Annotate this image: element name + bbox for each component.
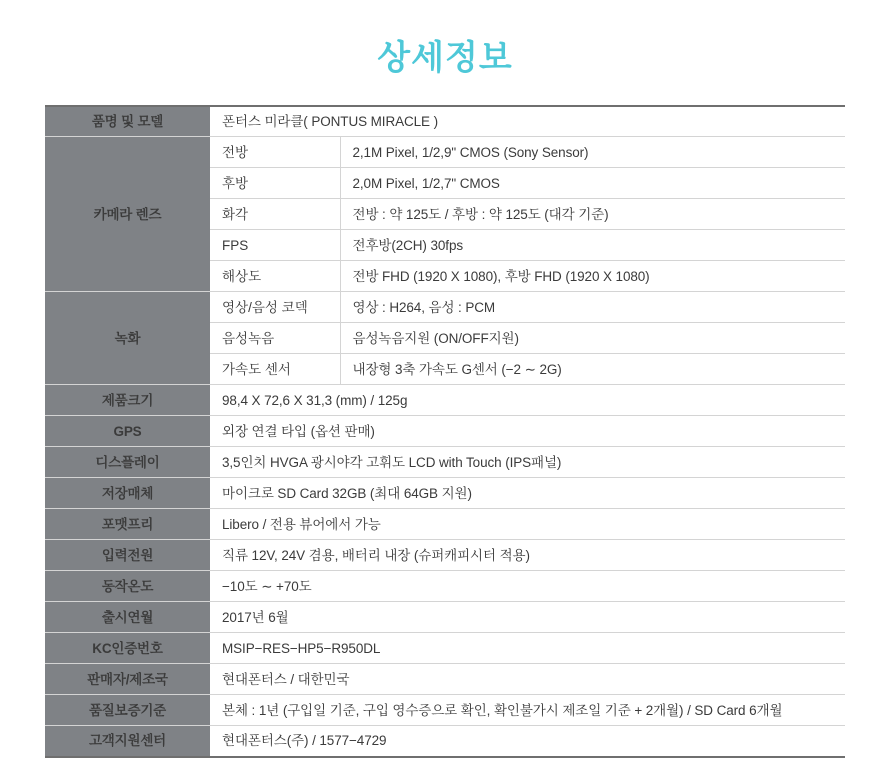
row-label: GPS — [45, 416, 210, 447]
table-row — [45, 633, 845, 664]
row-sublabel: 음성녹음 — [210, 323, 340, 354]
table-row — [45, 416, 845, 447]
row-value: 3,5인치 HVGA 광시야각 고휘도 LCD with Touch (IPS패널) — [210, 447, 845, 478]
table-row — [45, 478, 845, 509]
row-label: 카메라 렌즈 — [45, 137, 210, 292]
row-value: 현대폰터스 / 대한민국 — [210, 664, 845, 695]
row-value: 직류 12V, 24V 겸용, 배터리 내장 (슈퍼캐피시터 적용) — [210, 540, 845, 571]
row-label: 동작온도 — [45, 571, 210, 602]
row-value: 전방 FHD (1920 X 1080), 후방 FHD (1920 X 1080) — [340, 261, 845, 292]
row-value: 전후방(2CH) 30fps — [340, 230, 845, 261]
row-value: 2,1M Pixel, 1/2,9" CMOS (Sony Sensor) — [340, 137, 845, 168]
row-value: 2,0M Pixel, 1/2,7" CMOS — [340, 168, 845, 199]
row-sublabel: FPS — [210, 230, 340, 261]
row-label: 포맷프리 — [45, 509, 210, 540]
row-value: 마이크로 SD Card 32GB (최대 64GB 지원) — [210, 478, 845, 509]
row-label: 녹화 — [45, 292, 210, 385]
row-label: 입력전원 — [45, 540, 210, 571]
table-row — [45, 509, 845, 540]
row-value: Libero / 전용 뷰어에서 가능 — [210, 509, 845, 540]
row-label: 품명 및 모델 — [45, 106, 210, 137]
row-label: 고객지원센터 — [45, 726, 210, 757]
table-row — [45, 137, 845, 168]
spec-table-container — [0, 79, 890, 758]
row-value: MSIP−RES−HP5−R950DL — [210, 633, 845, 664]
table-row — [45, 447, 845, 478]
row-value: 내장형 3축 가속도 G센서 (−2 ∼ 2G) — [340, 354, 845, 385]
row-value: −10도 ∼ +70도 — [210, 571, 845, 602]
row-sublabel: 가속도 센서 — [210, 354, 340, 385]
table-row — [45, 292, 845, 323]
table-row — [45, 540, 845, 571]
row-label: 품질보증기준 — [45, 695, 210, 726]
table-row — [45, 571, 845, 602]
table-row — [45, 106, 845, 137]
row-value: 2017년 6월 — [210, 602, 845, 633]
row-label: KC인증번호 — [45, 633, 210, 664]
row-label: 저장매체 — [45, 478, 210, 509]
row-value: 98,4 X 72,6 X 31,3 (mm) / 125g — [210, 385, 845, 416]
table-row — [45, 602, 845, 633]
page-title: 상세정보 — [377, 39, 513, 77]
table-row — [45, 695, 845, 726]
row-value: 폰터스 미라클( PONTUS MIRACLE ) — [210, 106, 845, 137]
row-label: 제품크기 — [45, 385, 210, 416]
row-sublabel: 화각 — [210, 199, 340, 230]
row-value: 전방 : 약 125도 / 후방 : 약 125도 (대각 기준) — [340, 199, 845, 230]
row-value: 본체 : 1년 (구입일 기준, 구입 영수증으로 확인, 확인불가시 제조일 기준 + 2개월) / SD Card 6개월 — [210, 695, 845, 726]
table-row — [45, 726, 845, 757]
row-sublabel: 전방 — [210, 137, 340, 168]
row-value: 영상 : H264, 음성 : PCM — [340, 292, 845, 323]
row-value: 현대폰터스(주) / 1577−4729 — [222, 733, 387, 749]
row-value: 음성녹음지원 (ON/OFF지원) — [340, 323, 845, 354]
table-row — [45, 385, 845, 416]
row-value: 외장 연결 타입 (옵션 판매) — [210, 416, 845, 447]
table-row — [45, 664, 845, 695]
row-label: 디스플레이 — [45, 447, 210, 478]
row-sublabel: 영상/음성 코덱 — [210, 292, 340, 323]
row-label: 판매자/제조국 — [45, 664, 210, 695]
row-label: 출시연월 — [45, 602, 210, 633]
row-sublabel: 후방 — [210, 168, 340, 199]
specification-table — [45, 105, 845, 758]
row-sublabel: 해상도 — [210, 261, 340, 292]
